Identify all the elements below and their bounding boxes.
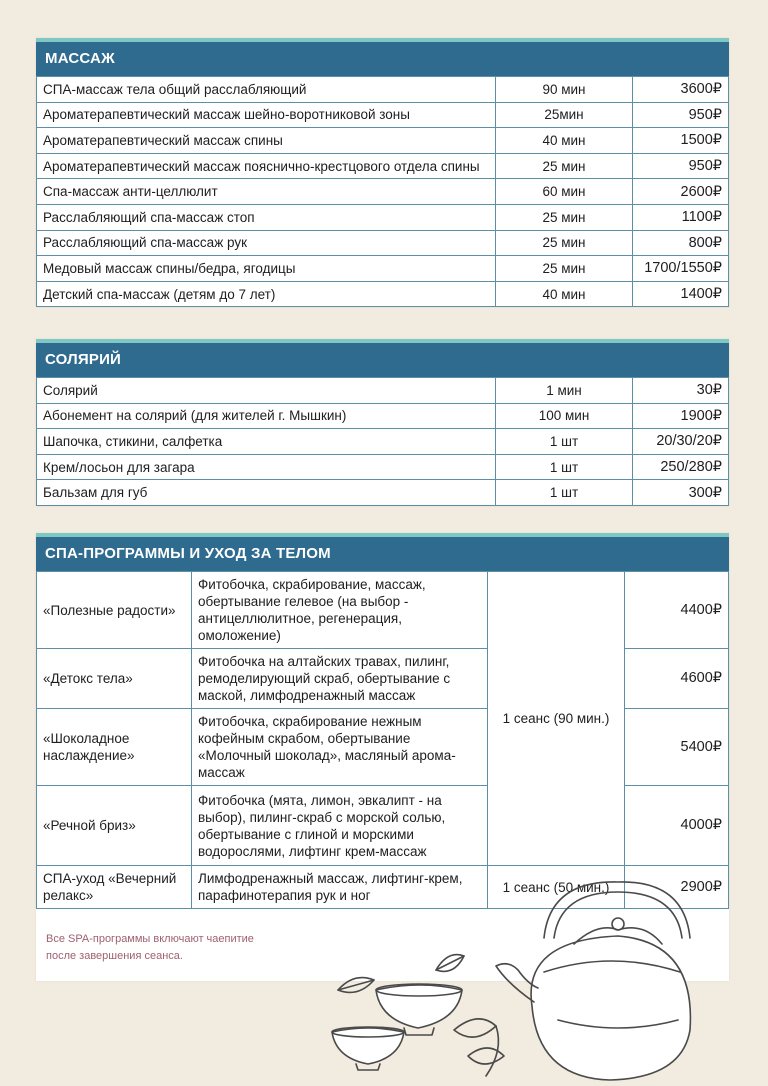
table-row: [37, 709, 729, 786]
tea-bowl-icon: [332, 1027, 404, 1070]
table-row: [37, 256, 729, 282]
solarium-section-title: СОЛЯРИЙ: [36, 343, 729, 377]
service-duration: 100 мин: [496, 403, 633, 429]
program-description: Фитобочка на алтайских травах, пилинг, ремоделирующий скраб, обертывание с маской, лимфодренажный массаж: [192, 649, 488, 709]
tea-note-line: после завершения сеанса.: [46, 950, 183, 962]
table-row: [37, 204, 729, 230]
service-duration: 25 мин: [496, 204, 633, 230]
service-price: 2600₽: [633, 179, 729, 205]
service-name: Ароматерапевтический массаж спины: [37, 128, 496, 154]
service-name: Расслабляющий спа-массаж рук: [37, 230, 496, 256]
service-duration: 1 шт: [496, 429, 633, 455]
table-row: [37, 480, 729, 506]
service-price: 30₽: [633, 378, 729, 404]
service-name: Медовый массаж спины/бедра, ягодицы: [37, 256, 496, 282]
table-row: [37, 403, 729, 429]
program-description: Фитобочка, скрабирование, массаж, обертывание гелевое (на выбор - антицеллюлитное, регенерация, омоложение): [192, 572, 488, 649]
service-duration: 40 мин: [496, 128, 633, 154]
service-name: Ароматерапевтический массаж шейно-воротниковой зоны: [37, 102, 496, 128]
table-row: [37, 128, 729, 154]
service-price: 950₽: [633, 153, 729, 179]
program-description: Фитобочка (мята, лимон, эвкалипт - на выбор), пилинг-скраб с морской солью, обертывание с глиной и морскими водорослями, лифтинг крем-массаж: [192, 786, 488, 866]
teapot-icon: [496, 882, 690, 1080]
service-name: Абонемент на солярий (для жителей г. Мышкин): [37, 403, 496, 429]
spa-programs-table: [36, 571, 729, 909]
service-price: 1700/1550₽: [633, 256, 729, 282]
table-row: [37, 153, 729, 179]
program-description: Лимфодренажный массаж, лифтинг-крем, парафинотерапия рук и ног: [192, 866, 488, 909]
service-price: 20/30/20₽: [633, 429, 729, 455]
massage-price-table: [36, 76, 729, 307]
service-name: Крем/лосьон для загара: [37, 454, 496, 480]
program-price: 4600₽: [625, 649, 729, 709]
massage-section-title: МАССАЖ: [36, 42, 729, 76]
service-name: Солярий: [37, 378, 496, 404]
program-name: СПА-уход «Вечерний релакс»: [37, 866, 192, 909]
solarium-section: [36, 339, 729, 506]
solarium-price-table: [36, 377, 729, 506]
service-duration: 25 мин: [496, 230, 633, 256]
service-price: 1400₽: [633, 281, 729, 307]
service-price: 3600₽: [633, 77, 729, 103]
program-price: 4000₽: [625, 786, 729, 866]
service-price: 1500₽: [633, 128, 729, 154]
program-description: Фитобочка, скрабирование нежным кофейным скрабом, обертывание «Молочный шоколад», масляный арома-массаж: [192, 709, 488, 786]
service-duration: 1 шт: [496, 480, 633, 506]
table-row: [37, 429, 729, 455]
service-duration: 1 мин: [496, 378, 633, 404]
service-duration: 1 шт: [496, 454, 633, 480]
table-row: [37, 230, 729, 256]
program-name: «Полезные радости»: [37, 572, 192, 649]
spa-section-title: СПА-ПРОГРАММЫ И УХОД ЗА ТЕЛОМ: [36, 537, 729, 571]
service-name: Спа-массаж анти-целлюлит: [37, 179, 496, 205]
program-price: 2900₽: [625, 866, 729, 909]
table-row: [37, 77, 729, 103]
table-row: [37, 454, 729, 480]
service-duration: 40 мин: [496, 281, 633, 307]
service-name: Шапочка, стикини, салфетка: [37, 429, 496, 455]
service-name: Ароматерапевтический массаж пояснично-крестцового отдела спины: [37, 153, 496, 179]
service-duration: 25 мин: [496, 256, 633, 282]
table-row: [37, 179, 729, 205]
service-price: 1900₽: [633, 403, 729, 429]
massage-section: [36, 38, 729, 307]
program-duration: 1 сеанс (50 мин.): [488, 866, 625, 909]
service-duration: 25 мин: [496, 153, 633, 179]
service-price: 1100₽: [633, 204, 729, 230]
program-name: «Шоколадное наслаждение»: [37, 709, 192, 786]
service-duration: 90 мин: [496, 77, 633, 103]
program-name: «Детокс тела»: [37, 649, 192, 709]
service-price: 250/280₽: [633, 454, 729, 480]
service-price: 950₽: [633, 102, 729, 128]
service-name: Бальзам для губ: [37, 480, 496, 506]
service-price: 800₽: [633, 230, 729, 256]
service-name: Расслабляющий спа-массаж стоп: [37, 204, 496, 230]
tea-note-line: Все SPA-программы включают чаепитие: [46, 933, 254, 945]
table-row: [37, 102, 729, 128]
table-row: [37, 378, 729, 404]
table-row: [37, 786, 729, 866]
table-row: [37, 649, 729, 709]
teapot-illustration: [318, 880, 698, 1086]
program-duration: 1 сеанс (90 мин.): [488, 572, 625, 866]
table-row: [37, 281, 729, 307]
service-name: СПА-массаж тела общий расслабляющий: [37, 77, 496, 103]
service-duration: 25мин: [496, 102, 633, 128]
program-name: «Речной бриз»: [37, 786, 192, 866]
service-duration: 60 мин: [496, 179, 633, 205]
service-name: Детский спа-массаж (детям до 7 лет): [37, 281, 496, 307]
table-row: [37, 572, 729, 649]
program-price: 5400₽: [625, 709, 729, 786]
program-price: 4400₽: [625, 572, 729, 649]
service-price: 300₽: [633, 480, 729, 506]
